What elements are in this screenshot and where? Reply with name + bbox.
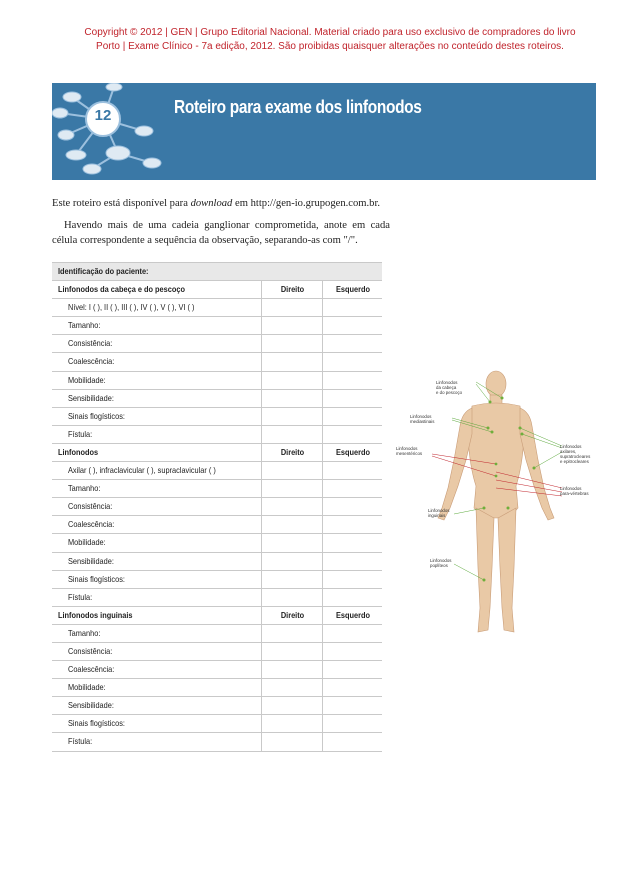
label-axillary: Linfonodos axilares, supratrocleares e epitrocleares xyxy=(560,444,591,464)
right-column-label: Direito xyxy=(280,609,305,620)
label-popliteal: Linfonodos poplíteos xyxy=(430,558,452,568)
row-label: Tamanho: xyxy=(68,320,101,331)
left-cell[interactable] xyxy=(322,661,383,678)
right-cell[interactable] xyxy=(261,335,323,352)
right-cell[interactable] xyxy=(261,353,323,370)
form-row xyxy=(52,533,382,551)
left-cell[interactable] xyxy=(322,372,383,389)
row-label: Consistência: xyxy=(68,501,113,512)
form-row xyxy=(52,660,382,678)
left-cell[interactable] xyxy=(322,480,383,497)
row-label: Sinais flogísticos: xyxy=(68,573,125,584)
right-cell[interactable] xyxy=(261,408,323,425)
left-cell[interactable] xyxy=(322,589,383,606)
row-label: Coalescência: xyxy=(68,664,115,675)
row-label: Coalescência: xyxy=(68,519,115,530)
form-row xyxy=(52,352,382,370)
row-label: Sinais flogísticos: xyxy=(68,410,125,421)
left-cell[interactable] xyxy=(322,679,383,696)
right-cell[interactable] xyxy=(261,317,323,334)
section-header xyxy=(52,443,382,461)
form-row xyxy=(52,515,382,533)
left-cell[interactable] xyxy=(322,498,383,515)
row-label: Tamanho: xyxy=(68,627,101,638)
left-column-label: Esquerdo xyxy=(336,609,370,620)
row-label: Axilar ( ), infraclavicular ( ), supraclavicular ( ) xyxy=(68,465,216,476)
right-cell[interactable] xyxy=(261,625,323,642)
right-column-header xyxy=(261,444,323,461)
label-mesenteric: Linfonodos mesentéricos xyxy=(396,446,423,456)
form-row xyxy=(52,732,382,750)
right-cell[interactable] xyxy=(261,372,323,389)
left-cell[interactable] xyxy=(322,335,383,352)
left-cell[interactable] xyxy=(322,697,383,714)
instruction-paragraph: Havendo mais de uma cadeia ganglionar comprometida, anote em cada célula correspondente a sequência da observação, separando-as com "/". xyxy=(52,220,390,246)
left-cell[interactable] xyxy=(322,462,383,479)
form-row xyxy=(52,678,382,696)
download-note-text: Este roteiro está disponível para xyxy=(52,198,191,209)
section-title: Linfonodos da cabeça e do pescoço xyxy=(58,284,185,295)
patient-id-label: Identificação do paciente: xyxy=(58,266,149,276)
right-cell[interactable] xyxy=(261,498,323,515)
body-illustration xyxy=(392,368,600,642)
row-label: Sensibilidade: xyxy=(68,700,114,711)
right-cell[interactable] xyxy=(261,643,323,660)
right-cell[interactable] xyxy=(261,571,323,588)
row-label: Nível: I ( ), II ( ), III ( ), IV ( ), V ( ), VI ( ) xyxy=(68,302,195,313)
right-cell[interactable] xyxy=(261,661,323,678)
row-label: Mobilidade: xyxy=(68,682,106,693)
left-column-header xyxy=(322,607,383,624)
left-cell[interactable] xyxy=(322,733,383,750)
right-column-header xyxy=(261,607,323,624)
form-row xyxy=(52,588,382,606)
label-inguinal: Linfonodos inguinais xyxy=(428,508,450,518)
left-cell[interactable] xyxy=(322,408,383,425)
right-cell[interactable] xyxy=(261,480,323,497)
right-column-label: Direito xyxy=(280,446,305,457)
form-row xyxy=(52,642,382,660)
form-row xyxy=(52,389,382,407)
right-cell[interactable] xyxy=(261,589,323,606)
form-row xyxy=(52,461,382,479)
left-cell[interactable] xyxy=(322,643,383,660)
left-column-header xyxy=(322,281,383,298)
left-cell[interactable] xyxy=(322,625,383,642)
left-column-header xyxy=(322,444,383,461)
form-row xyxy=(52,552,382,570)
form-row xyxy=(52,479,382,497)
left-column-label: Esquerdo xyxy=(336,446,370,457)
form-row xyxy=(52,570,382,588)
row-label: Sinais flogísticos: xyxy=(68,718,125,729)
left-cell[interactable] xyxy=(322,426,383,443)
form-row xyxy=(52,316,382,334)
copyright-line-1: Copyright © 2012 | GEN | Grupo Editorial Nacional. Material criado para uso exclusivo de compradores do livro xyxy=(84,27,576,38)
right-cell[interactable] xyxy=(261,733,323,750)
left-cell[interactable] xyxy=(322,534,383,551)
download-url: em http://gen-io.grupogen.com.br. xyxy=(232,198,381,209)
row-label: Consistência: xyxy=(68,338,113,349)
form-row xyxy=(52,371,382,389)
right-cell[interactable] xyxy=(261,462,323,479)
exam-form xyxy=(52,262,382,752)
right-cell[interactable] xyxy=(261,426,323,443)
lymph-node-figure xyxy=(392,368,600,642)
left-cell[interactable] xyxy=(322,299,383,316)
form-row xyxy=(52,696,382,714)
left-cell[interactable] xyxy=(322,715,383,732)
label-mediastinal: Linfonodos mediastinais xyxy=(410,414,435,424)
chapter-number: 12 xyxy=(94,107,112,124)
page-title: Roteiro para exame dos linfonodos xyxy=(174,97,422,117)
right-cell[interactable] xyxy=(261,715,323,732)
row-label: Fístula: xyxy=(68,736,93,747)
right-cell[interactable] xyxy=(261,697,323,714)
right-cell[interactable] xyxy=(261,534,323,551)
left-cell[interactable] xyxy=(322,553,383,570)
left-cell[interactable] xyxy=(322,353,383,370)
label-head-neck: Linfonodos da cabeça e do pescoço xyxy=(436,380,463,395)
row-label: Tamanho: xyxy=(68,483,101,494)
form-row xyxy=(52,425,382,443)
left-cell[interactable] xyxy=(322,516,383,533)
copyright-notice xyxy=(40,26,620,54)
chapter-banner xyxy=(52,83,596,180)
row-label: Fístula: xyxy=(68,428,93,439)
form-row xyxy=(52,334,382,352)
section-title: Linfonodos xyxy=(58,446,99,457)
right-cell[interactable] xyxy=(261,516,323,533)
left-cell[interactable] xyxy=(322,390,383,407)
left-cell[interactable] xyxy=(322,571,383,588)
form-row xyxy=(52,624,382,642)
row-label: Coalescência: xyxy=(68,356,115,367)
row-label: Mobilidade: xyxy=(68,537,106,548)
download-note xyxy=(52,196,390,211)
form-row xyxy=(52,497,382,515)
form-row xyxy=(52,714,382,732)
row-label: Fístula: xyxy=(68,591,93,602)
row-label: Consistência: xyxy=(68,645,113,656)
section-header xyxy=(52,606,382,624)
right-cell[interactable] xyxy=(261,679,323,696)
download-word: download xyxy=(190,198,233,209)
left-column-label: Esquerdo xyxy=(336,284,370,295)
section-header xyxy=(52,280,382,298)
section-title: Linfonodos inguinais xyxy=(58,609,133,620)
right-column-header xyxy=(261,281,323,298)
right-cell[interactable] xyxy=(261,553,323,570)
row-label: Sensibilidade: xyxy=(68,555,114,566)
right-cell[interactable] xyxy=(261,390,323,407)
copyright-line-2: Porto | Exame Clínico - 7a edição, 2012. São proibidas quaisquer alterações no conteúdo destes roteiros. xyxy=(96,41,564,52)
right-column-label: Direito xyxy=(280,284,305,295)
right-cell[interactable] xyxy=(261,299,323,316)
patient-id-row[interactable] xyxy=(52,262,382,280)
row-label: Mobilidade: xyxy=(68,374,106,385)
form-row xyxy=(52,298,382,316)
form-row xyxy=(52,407,382,425)
label-paravertebral: Linfonodos para-vértebras xyxy=(560,486,589,496)
left-cell[interactable] xyxy=(322,317,383,334)
row-label: Sensibilidade: xyxy=(68,392,114,403)
